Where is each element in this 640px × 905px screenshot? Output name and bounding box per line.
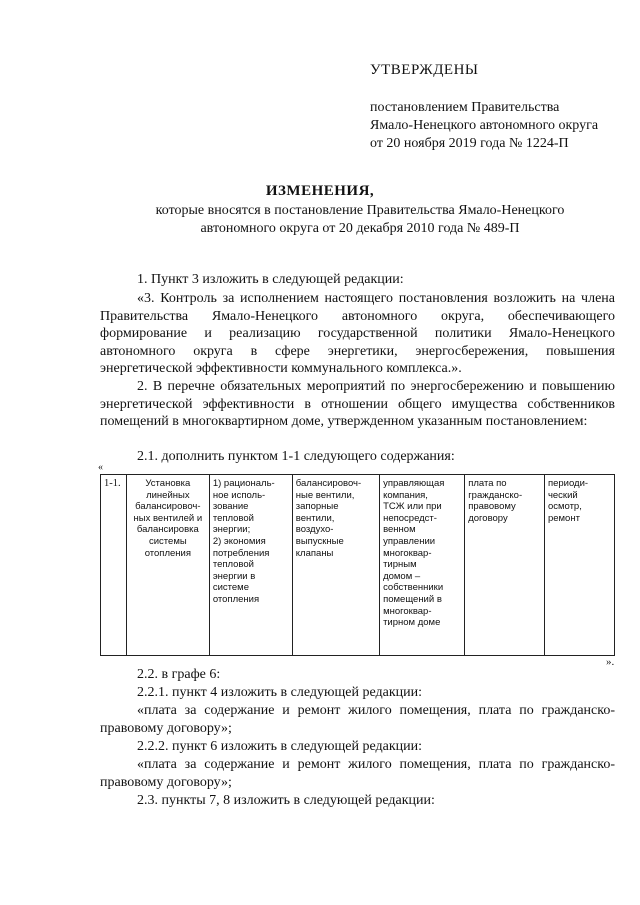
cell-text-line: отопления xyxy=(212,593,260,605)
cell-measure xyxy=(126,475,209,656)
cell-text-line: Установка xyxy=(145,478,191,489)
cell-text-line: ные вентили, xyxy=(295,489,355,501)
table-quote-close: ». xyxy=(606,656,615,668)
cell-text-line: домом – xyxy=(383,570,421,582)
cell-text-line: компания, xyxy=(383,489,428,501)
cell-text-line: балансировоч- xyxy=(295,478,362,489)
cell-text-line: энергии в xyxy=(212,570,256,582)
cell-funding xyxy=(465,475,545,656)
document-title: ИЗМЕНЕНИЯ, xyxy=(265,183,375,199)
cell-text-line: выпускные xyxy=(295,535,344,547)
paragraph-7: «плата за содержание и ремонт жилого помещения, плата по гражданско-правовому договору»; xyxy=(100,703,615,736)
cell-text-line: ремонт xyxy=(547,512,580,524)
cell-text-line: тирном доме xyxy=(383,617,441,629)
cell-equipment xyxy=(292,475,379,656)
cell-text-line: ТСЖ или при xyxy=(383,501,442,513)
paragraph-6: 2.2.1. пункт 4 изложить в следующей редакции: xyxy=(137,685,422,700)
cell-text-line: клапаны xyxy=(295,547,334,559)
cell-text-line: венном xyxy=(383,524,416,536)
approved-heading: УТВЕРЖДЕНЫ xyxy=(370,62,479,78)
table-row xyxy=(101,475,615,656)
cell-text-line: ческий xyxy=(547,489,578,501)
cell-text-line: помещений в xyxy=(383,593,442,605)
cell-text-line: непосредст- xyxy=(383,512,437,524)
cell-responsible xyxy=(380,475,465,656)
cell-text-line: тепловой xyxy=(212,559,254,571)
cell-text-line: вентили, xyxy=(295,512,335,524)
cell-text-line: ное исполь- xyxy=(212,489,266,501)
decree-line: Ямало-Ненецкого автономного округа xyxy=(370,118,599,133)
cell-text-line: энергии; xyxy=(212,524,251,536)
cell-text-line: договору xyxy=(468,512,508,524)
document-subtitle xyxy=(95,202,625,238)
cell-text-line: собственники xyxy=(383,582,444,594)
cell-text-line: осмотр, xyxy=(547,501,582,513)
cell-text-line: воздухо- xyxy=(295,524,334,536)
cell-text-line: ных вентилей и xyxy=(133,512,203,524)
paragraph-1: 1. Пункт 3 изложить в следующей редакции: xyxy=(137,272,404,287)
cell-number xyxy=(101,475,127,656)
cell-text-line: правовому xyxy=(468,501,516,513)
cell-text-line: тепловой xyxy=(212,512,254,524)
decree-line: от 20 ноября 2019 года № 1224-П xyxy=(370,136,569,151)
decree-line: постановлением Правительства xyxy=(370,100,560,115)
cell-frequency xyxy=(544,475,614,656)
cell-text-line: многоквар- xyxy=(383,547,432,559)
cell-purpose xyxy=(209,475,292,656)
cell-text-line: 1) рациональ- xyxy=(212,478,275,489)
cell-text-line: системы xyxy=(148,535,187,547)
subtitle-line: которые вносятся в постановление Правительства Ямало-Ненецкого xyxy=(155,203,565,218)
paragraph-10: 2.3. пункты 7, 8 изложить в следующей редакции: xyxy=(137,793,435,808)
paragraph-5: 2.2. в графе 6: xyxy=(137,667,221,682)
cell-text-line: балансировоч- xyxy=(135,501,201,513)
paragraph-8: 2.2.2. пункт 6 изложить в следующей редакции: xyxy=(137,739,422,754)
cell-text-line: отопления xyxy=(144,547,191,559)
table-quote-open: « xyxy=(98,462,103,473)
paragraph-9: «плата за содержание и ремонт жилого помещения, плата по гражданско-правовому договору»; xyxy=(100,757,615,790)
cell-text-line: потребления xyxy=(212,547,270,559)
cell-text-line: периоди- xyxy=(547,478,589,489)
paragraph-2: «3. Контроль за исполнением настоящего постановления возложить на члена Правительства Ямало-Ненецкого автономного округа, обеспечивающего формирование и реализацию государственной политики Ямало-Ненецкого автономного округа в сфере энергетики, энергосбережения, повышения энергетической эффективности коммунального комплекса.». xyxy=(100,291,615,376)
inserted-table xyxy=(100,474,615,656)
cell-text-line: запорные xyxy=(295,501,339,513)
cell-text-line: многоквар- xyxy=(383,605,432,617)
cell-text-line: тирным xyxy=(383,559,417,571)
cell-text-line: плата по xyxy=(468,478,507,489)
cell-text-line: балансировка xyxy=(136,524,199,536)
cell-text-line: управляющая xyxy=(383,478,445,489)
cell-text-line: зование xyxy=(212,501,249,513)
cell-text-line: управлении xyxy=(383,535,436,547)
cell-text-line: системе xyxy=(212,582,249,594)
decree-reference xyxy=(370,99,598,153)
paragraph-3: 2. В перечне обязательных мероприятий по энергосбережению и повышению энергетической эффективности в отношении общего имущества собственников помещений в многоквартирном доме, утвержденном указанным постановлением: xyxy=(100,379,615,429)
paragraph-4: 2.1. дополнить пунктом 1-1 следующего содержания: xyxy=(137,449,455,464)
cell-text-line: 1-1. xyxy=(104,478,121,489)
cell-text-line: 2) экономия xyxy=(212,535,266,547)
cell-text-line: гражданско- xyxy=(468,489,523,501)
subtitle-line: автономного округа от 20 декабря 2010 года № 489-П xyxy=(200,221,520,236)
cell-text-line: линейных xyxy=(146,489,190,501)
